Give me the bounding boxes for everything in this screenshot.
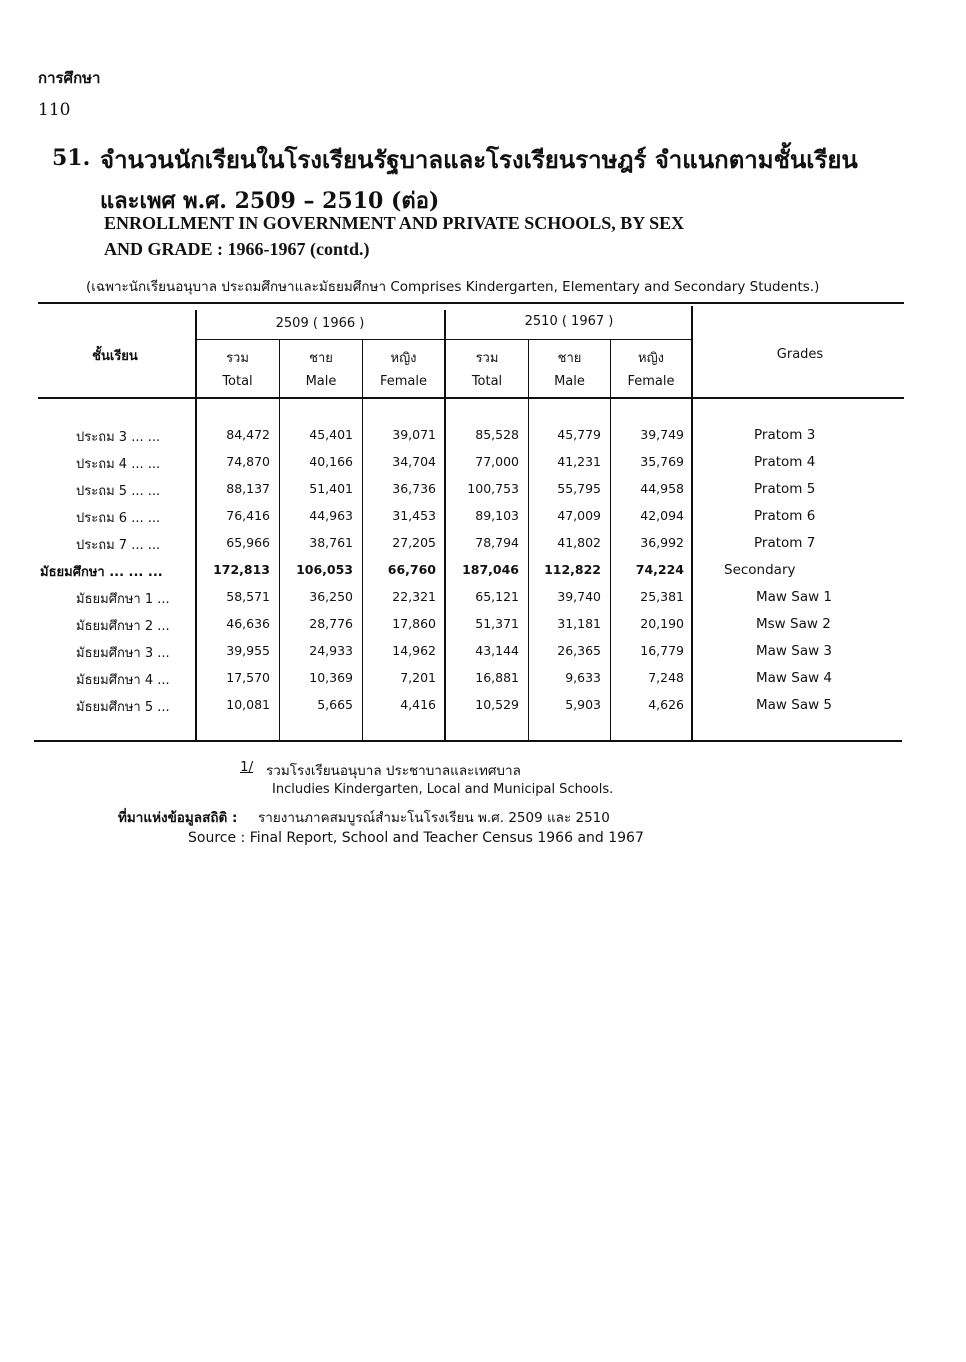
table-cell: 41,802 (557, 535, 601, 550)
table-cell: 36,736 (392, 481, 436, 496)
table-cell: 40,166 (309, 454, 353, 469)
subheader-english: Total (222, 374, 253, 389)
table-cell: 100,753 (467, 481, 519, 496)
table-cell: 16,779 (640, 643, 684, 658)
header-bottom-rule (38, 397, 904, 399)
table-cell: 39,740 (557, 589, 601, 604)
year-group-header: 2509 ( 1966 ) (275, 316, 365, 331)
row-grade-english: Maw Saw 1 (756, 589, 833, 605)
table-bottom-rule (34, 740, 902, 742)
year-1966-underline (196, 339, 444, 340)
year-group-header: 2510 ( 1967 ) (524, 314, 614, 329)
table-cell: 39,749 (640, 427, 684, 442)
row-label: มัธยมศึกษา 2 ... (76, 619, 170, 634)
footnote-english: Includies Kindergarten, Local and Municipal Schools. (272, 782, 614, 797)
stub-header: ชั้นเรียน (92, 349, 138, 364)
table-cell: 55,795 (557, 481, 601, 496)
table-number: 51. (52, 145, 91, 171)
table-cell: 26,365 (557, 643, 601, 658)
table-cell: 7,201 (400, 670, 436, 685)
row-label: มัธยมศึกษา ... ... ... (40, 565, 163, 580)
table-cell: 42,094 (640, 508, 684, 523)
table-cell: 36,250 (309, 589, 353, 604)
table-cell: 4,626 (648, 697, 684, 712)
table-cell: 10,529 (475, 697, 519, 712)
table-cell: 9,633 (565, 670, 601, 685)
page-number: 110 (38, 100, 71, 120)
table-cell: 51,401 (309, 481, 353, 496)
table-cell: 47,009 (557, 508, 601, 523)
row-label: ประถม 3 ... ... (76, 430, 161, 445)
table-cell: 46,636 (226, 616, 270, 631)
table-cell: 10,369 (309, 670, 353, 685)
table-cell: 77,000 (475, 454, 519, 469)
table-cell: 44,963 (309, 508, 353, 523)
table-cell: 31,181 (557, 616, 601, 631)
table-cell: 85,528 (475, 427, 519, 442)
table-cell: 16,881 (475, 670, 519, 685)
table-cell: 106,053 (296, 562, 353, 577)
table-cell: 76,416 (226, 508, 270, 523)
row-label: ประถม 6 ... ... (76, 511, 161, 526)
row-label: มัธยมศึกษา 3 ... (76, 646, 170, 661)
row-label: มัธยมศึกษา 1 ... (76, 592, 170, 607)
table-cell: 17,570 (226, 670, 270, 685)
column-divider (528, 340, 529, 741)
row-grade-english: Secondary (724, 562, 796, 578)
table-cell: 22,321 (392, 589, 436, 604)
table-cell: 14,962 (392, 643, 436, 658)
table-cell: 41,231 (557, 454, 601, 469)
table-cell: 28,776 (309, 616, 353, 631)
table-cell: 27,205 (392, 535, 436, 550)
table-cell: 34,704 (392, 454, 436, 469)
subheader-english: Male (305, 374, 337, 389)
table-cell: 38,761 (309, 535, 353, 550)
table-cell: 44,958 (640, 481, 684, 496)
table-cell: 10,081 (226, 697, 270, 712)
row-label: ประถม 4 ... ... (76, 457, 161, 472)
table-cell: 58,571 (226, 589, 270, 604)
table-cell: 35,769 (640, 454, 684, 469)
footnote-thai: รวมโรงเรียนอนุบาล ประชาบาลและเทศบาล (266, 763, 521, 779)
table-cell: 89,103 (475, 508, 519, 523)
column-divider (362, 340, 363, 741)
table-cell: 66,760 (387, 562, 436, 577)
table-cell: 187,046 (462, 562, 519, 577)
column-divider (691, 306, 693, 741)
table-cell: 4,416 (400, 697, 436, 712)
footnote-marker: 1/ (240, 759, 254, 775)
table-cell: 39,071 (392, 427, 436, 442)
table-cell: 5,903 (565, 697, 601, 712)
table-cell: 65,121 (475, 589, 519, 604)
table-cell: 25,381 (640, 589, 684, 604)
table-cell: 51,371 (475, 616, 519, 631)
table-cell: 24,933 (309, 643, 353, 658)
title-english-line1: ENROLLMENT IN GOVERNMENT AND PRIVATE SCHOOLS, BY SEX (104, 213, 685, 233)
row-label: ประถม 5 ... ... (76, 484, 161, 499)
row-label: มัธยมศึกษา 4 ... (76, 673, 170, 688)
row-grade-english: Maw Saw 4 (756, 670, 833, 686)
table-cell: 17,860 (392, 616, 436, 631)
table-cell: 36,992 (640, 535, 684, 550)
row-grade-english: Msw Saw 2 (756, 616, 831, 632)
table-cell: 5,665 (317, 697, 353, 712)
subheader-thai: ชาย (557, 351, 582, 366)
subheader-thai: รวม (475, 351, 499, 366)
table-top-rule (38, 302, 904, 304)
table-cell: 31,453 (392, 508, 436, 523)
row-grade-english: Pratom 6 (754, 508, 816, 524)
table-cell: 88,137 (226, 481, 270, 496)
table-cell: 65,966 (226, 535, 270, 550)
table-cell: 78,794 (475, 535, 519, 550)
row-grade-english: Pratom 3 (754, 427, 816, 443)
year-1967-underline (446, 339, 692, 340)
source-thai: รายงานภาคสมบูรณ์สำมะโนโรงเรียน พ.ศ. 2509 และ 2510 (258, 810, 610, 826)
row-grade-english: Maw Saw 5 (756, 697, 833, 713)
subheader-english: Total (471, 374, 503, 389)
table-cell: 20,190 (640, 616, 684, 631)
title-english-line2: AND GRADE : 1966-1967 (contd.) (104, 239, 370, 259)
table-cell: 172,813 (213, 562, 270, 577)
subheader-english: Male (554, 374, 585, 389)
column-divider (610, 340, 611, 741)
title-thai-line1: จำนวนนักเรียนในโรงเรียนรัฐบาลและโรงเรียนราษฎร์ จำแนกตามชั้นเรียน (100, 145, 858, 174)
table-cell: 45,779 (557, 427, 601, 442)
row-grade-english: Maw Saw 3 (756, 643, 833, 659)
source-thai-label: ที่มาแห่งข้อมูลสถิติ : (118, 810, 238, 826)
table-cell: 45,401 (309, 427, 353, 442)
subheader-thai: หญิง (390, 351, 417, 366)
table-cell: 39,955 (226, 643, 270, 658)
page-category: การศึกษา (38, 69, 101, 87)
table-cell: 74,224 (635, 562, 684, 577)
table-cell: 74,870 (226, 454, 270, 469)
row-label: มัธยมศึกษา 5 ... (76, 700, 170, 715)
subheader-thai: หญิง (638, 351, 664, 366)
table-cell: 7,248 (648, 670, 684, 685)
source-english: Source : Final Report, School and Teacher Census 1966 and 1967 (188, 830, 644, 846)
subheader-thai: รวม (226, 351, 249, 366)
subheader-english: Female (379, 374, 427, 389)
table-cell: 43,144 (475, 643, 519, 658)
row-grade-english: Pratom 5 (754, 481, 816, 497)
table-subtitle: (เฉพาะนักเรียนอนุบาล ประถมศึกษาและมัธยมศึกษา Comprises Kindergarten, Elementary and Secondary Students.) (86, 279, 820, 295)
table-cell: 112,822 (544, 562, 601, 577)
title-thai-line2: และเพศ พ.ศ. 2509 – 2510 (ต่อ) (100, 188, 440, 214)
row-grade-english: Pratom 4 (754, 454, 816, 470)
table-cell: 84,472 (226, 427, 270, 442)
row-grade-english: Pratom 7 (754, 535, 816, 551)
row-label: ประถม 7 ... ... (76, 538, 161, 553)
column-divider (279, 340, 280, 741)
grades-header: Grades (776, 347, 824, 362)
subheader-thai: ชาย (309, 351, 333, 366)
subheader-english: Female (627, 374, 675, 389)
